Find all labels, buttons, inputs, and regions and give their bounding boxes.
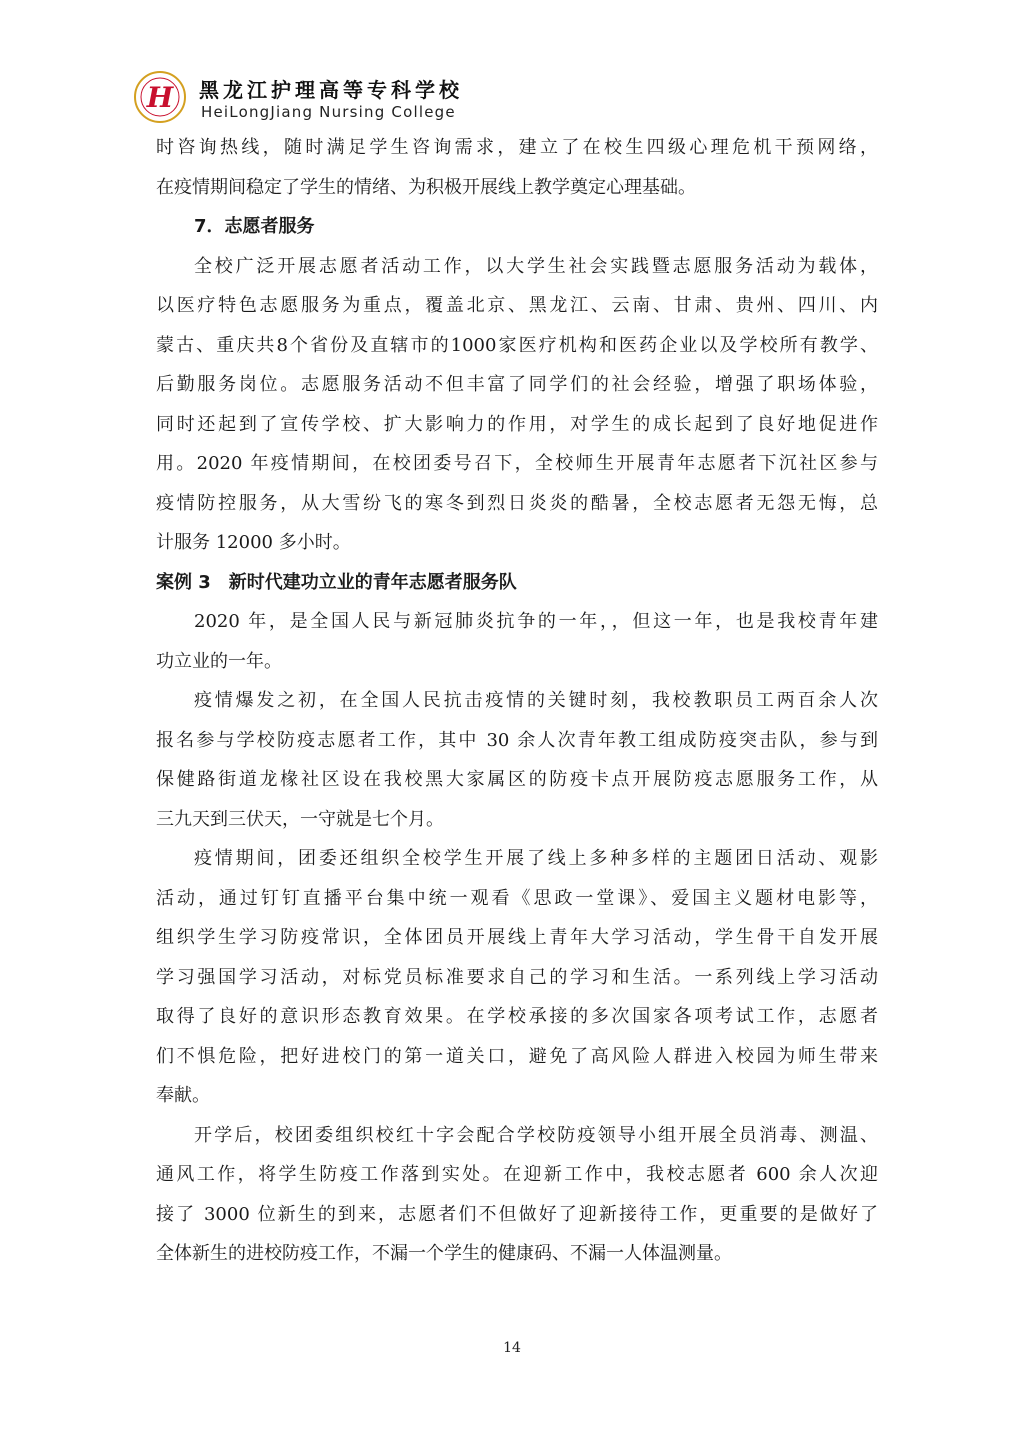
page-header <box>133 70 493 130</box>
text-line: 同时还起到了宣传学校、扩大影响力的作用，对学生的成长起到了良好地促进作 <box>156 413 878 435</box>
text-line: 报名参与学校防疫志愿者工作，其中 30 余人次青年教工组成防疫突击队，参与到 <box>156 729 878 751</box>
text-line: 疫情防控服务，从大雪纷飞的寒冬到烈日炎炎的酷暑，全校志愿者无怨无悔，总 <box>156 492 878 514</box>
text-line: 三九天到三伏天，一守就是七个月。 <box>156 808 444 830</box>
text-line: 用。2020 年疫情期间，在校团委号召下，全校师生开展青年志愿者下沉社区参与 <box>156 453 878 474</box>
page-number: 14 <box>503 1340 521 1356</box>
document-body <box>156 128 878 1274</box>
section-heading: 7．志愿者服务 <box>194 216 315 237</box>
text-line: 奉献。 <box>156 1085 210 1106</box>
text-line: 以医疗特色志愿服务为重点，覆盖北京、黑龙江、云南、甘肃、贵州、四川、内 <box>156 295 878 316</box>
text-line: 保健路街道龙椽社区设在我校黑大家属区的防疫卡点开展防疫志愿服务工作，从 <box>156 769 878 790</box>
text-line: 疫情期间，团委还组织全校学生开展了线上多种多样的主题团日活动、观影 <box>194 848 878 869</box>
text-line: 接了 3000 位新生的到来，志愿者们不但做好了迎新接待工作，更重要的是做好了 <box>156 1203 878 1225</box>
text-line: 2020 年，是全国人民与新冠肺炎抗争的一年，，但这一年，也是我校青年建 <box>194 611 878 632</box>
text-line: 取得了良好的意识形态教育效果。在学校承接的多次国家各项考试工作，志愿者 <box>156 1006 878 1027</box>
school-name-chinese: 黑龙江护理高等专科学校 <box>199 78 463 102</box>
case-heading: 案例 3 新时代建功立业的青年志愿者服务队 <box>156 571 517 593</box>
text-line: 全校广泛开展志愿者活动工作，以大学生社会实践暨志愿服务活动为载体， <box>194 255 878 277</box>
text-line: 组织学生学习防疫常识，全体团员开展线上青年大学习活动，学生骨干自发开展 <box>156 927 878 948</box>
text-line: 疫情爆发之初，在全国人民抗击疫情的关键时刻，我校教职员工两百余人次 <box>194 690 878 711</box>
text-line: 通风工作，将学生防疫工作落到实处。在迎新工作中，我校志愿者 600 余人次迎 <box>156 1164 878 1185</box>
text-line: 全体新生的进校防疫工作，不漏一个学生的健康码、不漏一人体温测量。 <box>156 1243 732 1264</box>
text-line: 计服务 12000 多小时。 <box>156 532 351 553</box>
text-line: 开学后，校团委组织校红十字会配合学校防疫领导小组开展全员消毒、测温、 <box>194 1124 878 1146</box>
text-line: 蒙古、重庆共8个省份及直辖市的1000家医疗机构和医药企业以及学校所有教学、 <box>156 334 878 356</box>
text-line: 功立业的一年。 <box>156 650 282 672</box>
text-line: 学习强国学习活动，对标党员标准要求自己的学习和生活。一系列线上学习活动 <box>156 966 878 988</box>
text-line: 活动，通过钉钉直播平台集中统一观看《思政一堂课》、爱国主义题材电影等， <box>156 887 878 909</box>
text-line: 后勤服务岗位。志愿服务活动不但丰富了同学们的社会经验，增强了职场体验， <box>156 374 878 395</box>
text-line: 在疫情期间稳定了学生的情绪、为积极开展线上教学奠定心理基础。 <box>156 176 696 198</box>
svg-text:H: H <box>146 81 174 114</box>
text-line: 们不惧危险，把好进校门的第一道关口，避免了高风险人群进入校园为师生带来 <box>156 1045 878 1067</box>
school-logo-icon <box>133 70 187 124</box>
text-line: 时咨询热线，随时满足学生咨询需求，建立了在校生四级心理危机干预网络， <box>156 137 878 158</box>
school-name-english: HeiLongJiang Nursing College <box>201 103 456 121</box>
